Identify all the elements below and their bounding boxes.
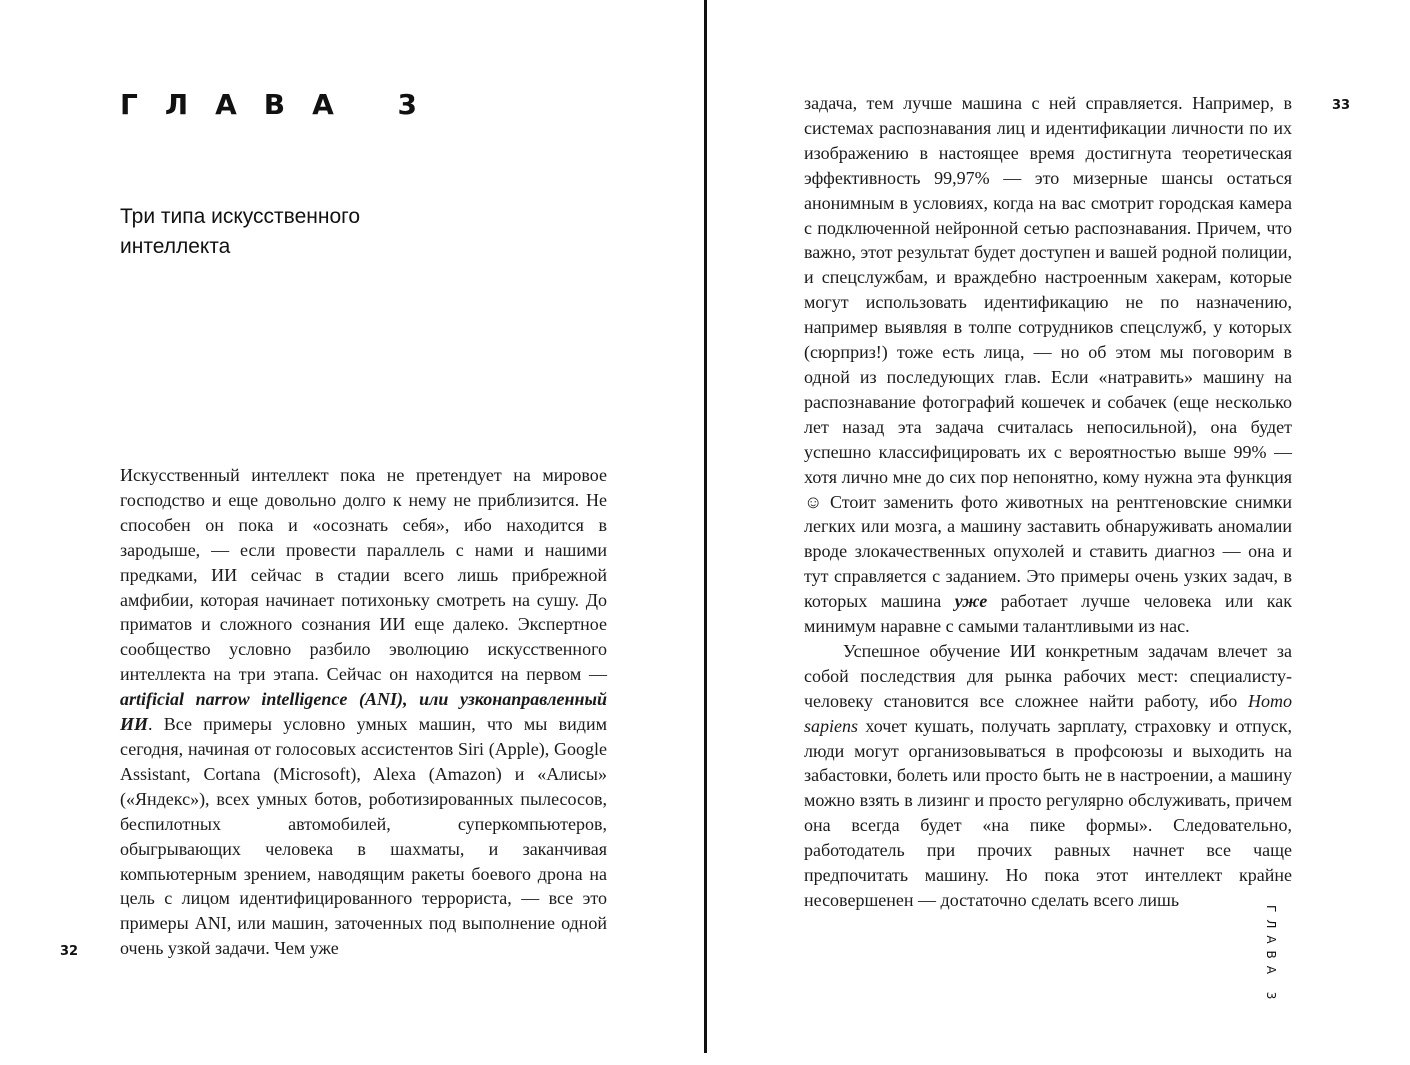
- right-body-text: [804, 91, 1292, 913]
- running-head: ГЛАВА 3: [1264, 905, 1278, 1007]
- page-number-left: 32: [60, 944, 79, 959]
- paragraph: [120, 463, 607, 961]
- text-run: хочет кушать, получать зарплату, страховку и отпуск, люди могут организовываться в профсоюзы и выходить на забастовки, болеть или просто быть не в настроении, а машину можно взять в лизинг и просто регулярно обслуживать, причем она всегда будет «на пике формы». Следовательно, работодатель при прочих равных начнет все чаще предпочитать машину. Но пока этот интеллект крайне несовершенен — достаточно сделать всего лишь: [804, 715, 1292, 910]
- chapter-subtitle: Три типа искусственного интеллекта: [120, 205, 361, 258]
- left-body-text: [120, 463, 607, 961]
- left-page: [0, 0, 705, 1053]
- book-spine: [704, 0, 707, 1053]
- text-run: Успешное обучение ИИ конкретным задачам влечет за собой последствия для рынка рабочих мест: специалисту-человеку становится все сложнее найти работу, ибо: [804, 640, 1292, 711]
- emphasis-already: уже: [954, 591, 988, 612]
- text-run: работает лучше человека или как минимум наравне с самыми талантливыми из нас.: [804, 591, 1292, 637]
- emphasis-homo-sapiens: Homo sapiens: [804, 690, 1292, 736]
- text-run: Искусственный интеллект пока не претендует на мировое господство и еще довольно долго к нему не приблизится. Не способен он пока и «осознать себя», ибо находится в зародыше, — если провести параллель с нами и нашими предками, ИИ сейчас в стадии всего лишь прибрежной амфибии, которая начинает потихоньку смотреть на сушу. До приматов и сложного сознания ИИ еще далеко. Экспертное сообщество условно разбило эволюцию искусственного интеллекта на три этапа. Сейчас он находится на первом —: [120, 465, 607, 685]
- paragraph: [804, 639, 1292, 913]
- paragraph: [804, 91, 1292, 639]
- chapter-title: ГЛАВА 3: [120, 88, 445, 121]
- emphasis-ani: artificial narrow intelligence (ANI), или узконаправленный ИИ: [120, 689, 607, 735]
- text-run: задача, тем лучше машина с ней справляется. Например, в системах распознавания лиц и идентификации личности по их изображению в настоящее время достигнута теоретическая эффективность 99,97% — это мизерные шансы остаться анонимным в условиях, когда на вас смотрит городская камера с подключенной нейронной сетью распознавания. Причем, что важно, этот результат будет доступен и вашей родной полиции, и спецслужбам, и враждебно настроенным хакерам, которые могут использовать идентификацию не по назначению, например выявляя в толпе сотрудников спецслужб, у которых (сюрприз!) тоже есть лица, — но об этом мы поговорим в одной из последующих глав. Если «натравить» машину на распознавание фотографий кошечек и собачек (еще несколько лет назад эта задача считалась непосильной), она будет успешно классифицировать их с вероятностью выше 99% — хотя лично мне до сих пор непонятно, кому нужна эта функция☺ Стоит заменить фото животных на рентгеновские снимки легких или мозга, а машину заставить обнаруживать аномалии вроде злокачественных опухолей и ставить диагноз — она и тут справляется с заданием. Это примеры очень узких задач, в которых машина: [804, 93, 1292, 612]
- page-number-right: 33: [1332, 98, 1351, 113]
- right-page: [708, 0, 1410, 1053]
- text-run: . Все примеры условно умных машин, что мы видим сегодня, начиная от голосовых ассистентов Siri (Apple), Google Assistant, Cortana (Microsoft), Alexa (Amazon) и «Алисы» («Яндекс»), всех умных ботов, роботизированных пылесосов, беспилотных автомобилей, суперкомпьютеров, обыгрывающих человека в шахматы, и заканчивая компьютерным зрением, наводящим ракеты боевого дрона на цель с лицом идентифицированного террориста, — все это примеры ANI, или машин, заточенных под выполнение одной очень узкой задачи. Чем уже: [120, 714, 607, 959]
